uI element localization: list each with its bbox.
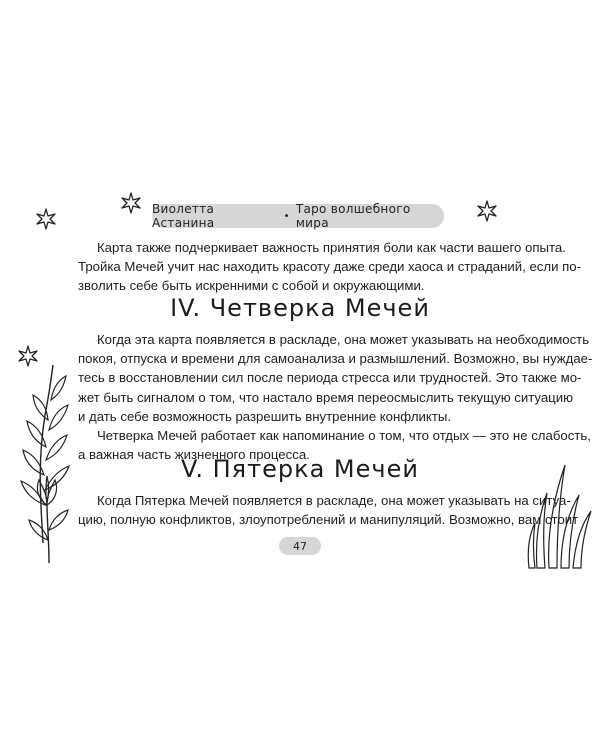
text-line: Тройка Мечей учит нас находить красоту даже среди хаоса и страданий, если по- [78, 259, 581, 275]
text-line: Четверка Мечей работает как напоминание о том, что отдых — это не слабость, [97, 428, 591, 444]
section-v-body [78, 491, 579, 529]
text-line: Когда эта карта появляется в раскладе, она может указывать на необходимость [97, 332, 590, 347]
running-header [152, 204, 444, 228]
text-line: зволить себе быть искренними с собой и окружающими. [78, 278, 425, 294]
text-line: покоя, отпуска и времени для самоанализа и размышлений. Возможно, вы нуждае- [78, 351, 593, 367]
header-author: Виолетта Астанина [152, 202, 215, 230]
intro-paragraph [78, 238, 581, 296]
text-line: жет быть сигналом о том, что настало время переосмыслить текущую ситуацию [78, 389, 573, 405]
section-heading-v: V. Пятерка Мечей [181, 455, 419, 483]
header-separator: • [283, 210, 290, 222]
star-icon [35, 208, 57, 230]
text-line: тесь в восстановлении сил после периода стресса или трудностей. Это также мо- [78, 370, 582, 386]
header-book-title: Таро волшебного мира [295, 202, 411, 230]
star-icon [476, 200, 498, 222]
text-line: Когда Пятерка Мечей появляется в раскладе, она может указывать на ситуа- [97, 493, 571, 508]
text-line: цию, полную конфликтов, злоупотреблений и манипуляций. Возможно, вам стоит [78, 512, 579, 528]
section-heading-iv: IV. Четверка Мечей [170, 294, 430, 322]
flower-sprig-icon [25, 470, 75, 565]
page-number: 47 [279, 537, 321, 555]
text-line: и дать себе возможность разрешить внутренние конфликты. [78, 408, 452, 424]
text-line: Карта также подчеркивает важность принятия боли как части вашего опыта. [97, 240, 566, 255]
star-icon [120, 192, 142, 214]
section-iv-body [78, 330, 593, 464]
text-line: а важная часть жизненного процесса. [78, 447, 310, 463]
